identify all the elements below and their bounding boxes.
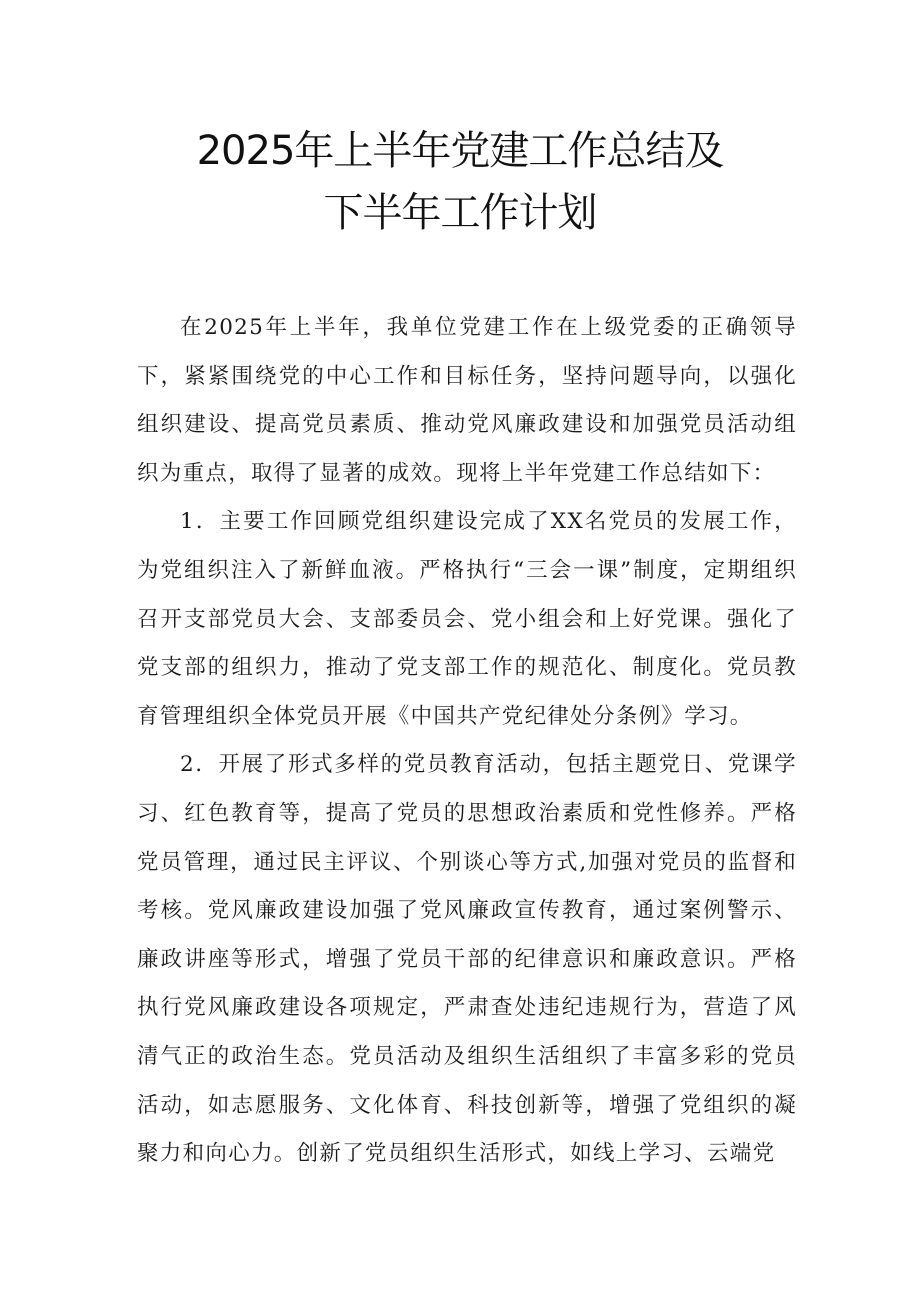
body-paragraph-intro: 在2025年上半年，我单位党建工作在上级党委的正确领导下，紧紧围绕党的中心工作和目标任务，坚持问题导向，以强化组织建设、提高党员素质、推动党风廉政建设和加强党员活动组织为重点，取得了显著的成效。现将上半年党建工作总结如下： [137,315,797,486]
document-body [137,304,797,1179]
body-paragraph-2: 2．开展了形式多样的党员教育活动，包括主题党日、党课学习、红色教育等，提高了党员的思想政治素质和党性修养。严格党员管理，通过民主评议、个别谈心等方式,加强对党员的监督和考核。党风廉政建设加强了党风廉政宣传教育，通过案例警示、廉政讲座等形式，增强了党员干部的纪律意识和廉政意识。严格执行党风廉政建设各项规定，严肃查处违纪违规行为，营造了风清气正的政治生态。党员活动及组织生活组织了丰富多彩的党员活动，如志愿服务、文化体育、科技创新等，增强了党组织的凝聚力和向心力。创新了党员组织生活形式，如线上学习、云端党 [137,752,797,1167]
document-title-line-2: 下半年工作计划 [323,190,597,236]
document-title-line-1: 2025年上半年党建工作总结及 [196,128,724,174]
body-paragraph-1: 1．主要工作回顾党组织建设完成了XX名党员的发展工作，为党组织注入了新鲜血液。严格执行“三会一课”制度，定期组织召开支部党员大会、支部委员会、党小组会和上好党课。强化了党支部的组织力，推动了党支部工作的规范化、制度化。党员教育管理组织全体党员开展《中国共产党纪律处分条例》学习。 [137,509,797,729]
